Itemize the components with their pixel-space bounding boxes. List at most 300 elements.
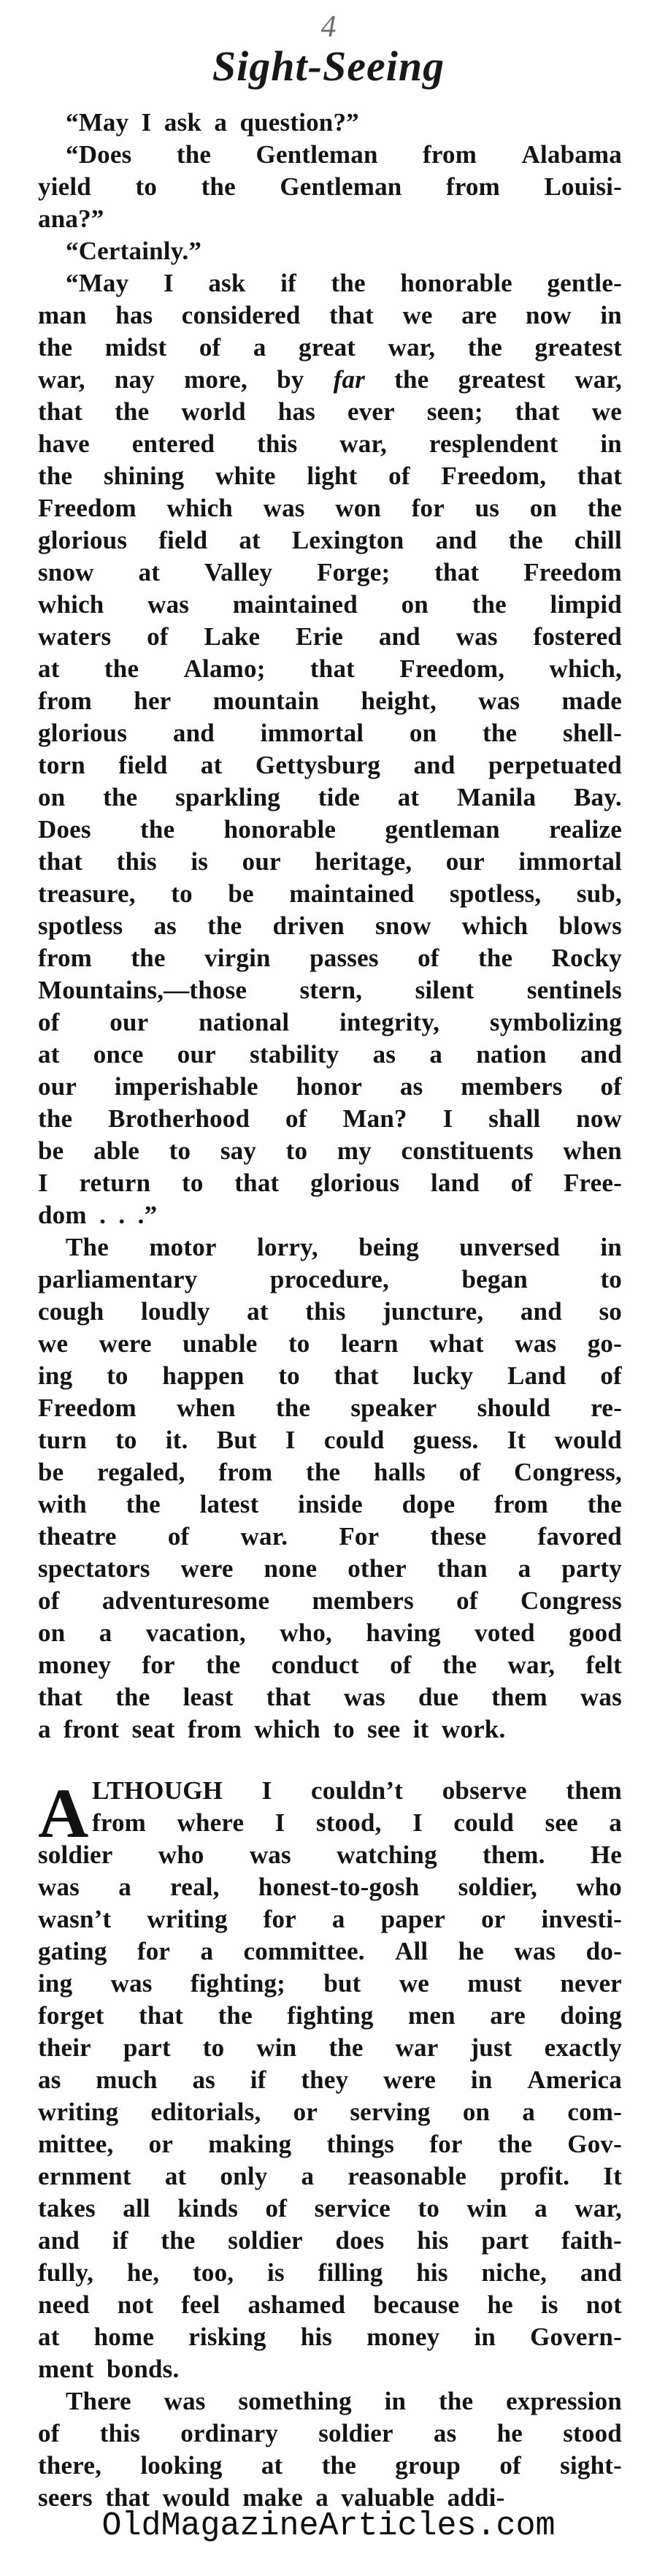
word: this	[257, 429, 298, 458]
word: shell-	[563, 719, 622, 747]
word: ordinary	[180, 2419, 279, 2447]
word: great	[299, 333, 356, 362]
word: on	[529, 494, 558, 522]
word: sub,	[576, 879, 622, 908]
word: a	[118, 1873, 131, 1901]
word: soldier,	[458, 1873, 537, 1901]
word: this	[305, 1297, 346, 1326]
word: I	[442, 1104, 453, 1133]
word: the	[508, 526, 543, 554]
word: must	[467, 1969, 523, 1998]
word: which	[461, 911, 529, 940]
word: all	[123, 2194, 150, 2223]
word: to	[135, 172, 158, 201]
word: return	[79, 1169, 151, 1197]
word: Gettysburg	[255, 751, 381, 779]
word: to	[600, 1265, 622, 1293]
word: risking	[188, 2323, 266, 2351]
word: a	[301, 2162, 315, 2190]
word: of	[499, 2451, 521, 2480]
word: at	[200, 751, 223, 779]
word: began	[461, 1265, 528, 1293]
word: good	[569, 1618, 622, 1647]
word: from	[494, 1490, 549, 1518]
paragraph	[38, 139, 622, 235]
word: stern,	[299, 976, 363, 1004]
word: treasure,	[38, 879, 136, 908]
text-line	[38, 1935, 622, 1968]
word: mittee,	[38, 2130, 114, 2158]
word: latest	[199, 1490, 259, 1518]
word: we	[591, 397, 622, 426]
word: America	[527, 2065, 622, 2094]
word: nay	[114, 365, 155, 394]
word: the	[38, 333, 73, 362]
text-line	[38, 2032, 622, 2064]
word: perpetuated	[488, 751, 622, 779]
word: he	[487, 2290, 513, 2319]
word: as	[372, 1040, 396, 1069]
word: on	[401, 590, 429, 619]
word: having	[366, 1618, 441, 1647]
word: we	[38, 1329, 69, 1358]
text-line: seers that would make a valuable addi-	[38, 2483, 505, 2512]
word: observe	[442, 1776, 527, 1805]
word: service	[314, 2194, 391, 2223]
word: maintained	[232, 590, 358, 619]
text-line	[38, 1103, 622, 1135]
word: men	[408, 2001, 456, 2030]
word: be	[38, 1136, 64, 1165]
word: the	[176, 140, 212, 169]
word: when	[177, 1394, 236, 1422]
word: for	[137, 1937, 171, 1965]
word: if	[250, 2065, 266, 2094]
word: which,	[549, 654, 622, 683]
word: the	[207, 911, 242, 940]
word: constituents	[401, 1136, 534, 1165]
word: that	[38, 397, 83, 426]
word: Free-	[563, 1169, 622, 1197]
word: our	[445, 847, 485, 876]
word: the	[306, 1458, 341, 1486]
text-line	[38, 1424, 622, 1456]
word: that	[577, 462, 622, 490]
word: ing	[38, 1361, 73, 1390]
word: is	[191, 847, 209, 876]
word: could	[323, 1426, 385, 1454]
word: Erie	[296, 622, 343, 651]
page-number: 4	[320, 10, 337, 44]
text-line	[38, 1585, 622, 1617]
word: Does	[38, 815, 91, 844]
text-line	[38, 2257, 622, 2289]
word: to	[182, 1169, 204, 1197]
word: is	[540, 2290, 558, 2319]
word: fighting;	[190, 1969, 286, 1998]
word: or	[293, 2098, 318, 2126]
word: ask	[208, 269, 246, 297]
word: There	[66, 2387, 131, 2415]
word: or	[148, 2130, 174, 2158]
text-line	[38, 1392, 622, 1424]
word: not	[117, 2290, 154, 2319]
word: profit.	[500, 2162, 570, 2190]
word: than	[437, 1554, 488, 1583]
word: as	[38, 2065, 61, 2094]
word: ever	[347, 397, 395, 426]
text-line	[38, 267, 622, 299]
text-line	[38, 846, 622, 878]
word: that	[266, 1683, 311, 1711]
word: Congress	[520, 1586, 622, 1615]
word: be	[38, 1458, 64, 1486]
word: guess.	[412, 1426, 479, 1454]
word: was	[343, 1683, 385, 1711]
word: yield	[38, 172, 91, 201]
word: from	[38, 944, 93, 972]
word: to	[278, 1361, 300, 1390]
word: halls	[373, 1458, 426, 1486]
word: was	[478, 687, 520, 715]
word: For	[339, 1522, 380, 1551]
word: to	[169, 1136, 191, 1165]
word: and	[378, 622, 420, 651]
word: juncture,	[383, 1297, 484, 1326]
text-line: “May I ask a question?”	[66, 108, 359, 137]
word: war,	[339, 429, 387, 458]
word: to	[288, 1329, 310, 1358]
word: All	[395, 1937, 429, 1965]
word: for	[263, 1905, 296, 1933]
word: procedure,	[269, 1265, 389, 1293]
word: parliamentary	[38, 1265, 198, 1293]
text-line	[38, 653, 622, 685]
word: mountain	[212, 687, 320, 715]
word: glorious	[38, 526, 128, 554]
word: gating	[38, 1937, 107, 1965]
word: home	[93, 2323, 155, 2351]
paragraph	[38, 2385, 622, 2514]
word: turn	[38, 1426, 87, 1454]
text-line	[38, 781, 622, 814]
word: Brotherhood	[108, 1104, 250, 1133]
word: the	[126, 1490, 161, 1518]
word: Alabama	[521, 140, 622, 169]
word: something	[238, 2387, 352, 2415]
word: of	[38, 2419, 60, 2447]
word: blows	[558, 911, 622, 940]
word: the	[467, 333, 502, 362]
word: nation	[476, 1040, 547, 1069]
word: a	[200, 1937, 214, 1965]
word: Freedom	[38, 494, 137, 522]
word: real,	[170, 1873, 220, 1901]
word: he,	[126, 2258, 160, 2287]
word: doing	[560, 2001, 622, 2030]
word: vacation,	[145, 1618, 246, 1647]
word: the	[131, 944, 166, 972]
word: faith-	[561, 2226, 622, 2255]
word: forget	[38, 2001, 104, 2030]
word: of	[388, 462, 410, 490]
word: speaker	[350, 1394, 437, 1422]
word: couldn’t	[311, 1776, 404, 1805]
word: was	[514, 1937, 556, 1965]
word: a	[331, 1905, 345, 1933]
word: Gentleman	[256, 140, 378, 169]
text-line	[38, 1231, 622, 1264]
word: Valley	[204, 558, 273, 586]
word: learn	[340, 1329, 399, 1358]
word: Alamo;	[183, 654, 266, 683]
text-line	[38, 974, 622, 1006]
text-line: ment bonds.	[38, 2355, 180, 2383]
paragraph	[38, 267, 622, 1231]
word: that	[434, 558, 480, 586]
word: which	[166, 494, 233, 522]
word: from	[38, 687, 93, 715]
word: But	[216, 1426, 257, 1454]
word: being	[358, 1233, 419, 1261]
word: Lexington	[291, 526, 404, 554]
word: Gov-	[567, 2130, 622, 2158]
word: Congress,	[513, 1458, 622, 1486]
word: spotless	[38, 911, 123, 940]
word: It	[603, 2162, 622, 2190]
word: never	[560, 1969, 622, 1998]
word: was	[38, 1873, 80, 1901]
word: won	[335, 494, 382, 522]
word: soldier	[38, 1841, 113, 1869]
word: made	[561, 687, 622, 715]
word: the	[38, 462, 73, 490]
word: in	[600, 301, 622, 329]
word: happen	[162, 1361, 245, 1390]
word: he	[458, 1937, 485, 1965]
word: Lake	[204, 622, 261, 651]
word: could	[453, 1808, 515, 1837]
word: it.	[165, 1426, 188, 1454]
word: members	[312, 1586, 414, 1615]
text-line	[38, 299, 622, 332]
word: them.	[483, 1841, 545, 1869]
word: war,	[575, 2194, 622, 2223]
word: sight-	[560, 2451, 622, 2480]
word: of	[38, 1008, 60, 1036]
word: of	[147, 622, 169, 651]
word: man	[38, 301, 87, 329]
word: the	[206, 1651, 241, 1679]
text-line	[38, 2450, 622, 2482]
text-line	[38, 2000, 622, 2032]
word: to	[115, 1426, 137, 1454]
word: stability	[250, 1040, 339, 1069]
word: for	[142, 1651, 175, 1679]
word: not	[585, 2290, 622, 2319]
word: that	[328, 301, 374, 329]
word: waters	[38, 622, 112, 651]
word: greatest	[534, 333, 622, 362]
word: field	[158, 526, 208, 554]
word: honorable	[223, 815, 337, 844]
word: filling	[318, 2258, 383, 2287]
word: Louisi-	[544, 172, 622, 201]
article-body	[38, 107, 622, 2514]
word: resplendent	[429, 429, 558, 458]
word: virgin	[204, 944, 271, 972]
word: limpid	[550, 590, 622, 619]
word: entered	[131, 429, 215, 458]
word: gentleman	[385, 815, 500, 844]
word: loudly	[141, 1297, 210, 1326]
word: the	[275, 1394, 311, 1422]
word: our	[110, 1008, 149, 1036]
word: com-	[567, 2098, 622, 2126]
word: seen;	[426, 397, 483, 426]
word: the	[478, 944, 513, 972]
text-line: a front seat from which to see it work.	[38, 1715, 506, 1743]
word: this	[99, 2419, 141, 2447]
word: national	[199, 1008, 290, 1036]
word: were	[383, 2065, 437, 2094]
word: their	[38, 2033, 91, 2062]
word: torn	[38, 751, 85, 779]
word: have	[38, 429, 90, 458]
word: which	[38, 590, 104, 619]
word: to	[171, 879, 193, 908]
word: Govern-	[530, 2323, 622, 2351]
word: now	[576, 1104, 622, 1133]
word: he	[496, 2419, 523, 2447]
word: heritage,	[315, 847, 412, 876]
word: win	[256, 2033, 297, 2062]
word: writing	[147, 1905, 228, 1933]
word: his	[300, 2323, 333, 2351]
text-line	[38, 1871, 622, 1903]
word: our	[38, 1072, 77, 1101]
word: land	[431, 1169, 480, 1197]
word: Gentleman	[280, 172, 402, 201]
word: was	[147, 590, 190, 619]
word: light	[307, 462, 358, 490]
word: of	[458, 1458, 481, 1486]
word: on	[38, 1618, 66, 1647]
word: inside	[298, 1490, 363, 1518]
word: these	[430, 1522, 487, 1551]
word: honorable	[400, 269, 512, 297]
word: the	[115, 1683, 150, 1711]
word: spectators	[38, 1554, 150, 1583]
word: from	[218, 1458, 273, 1486]
word: so	[599, 1297, 622, 1326]
text-line: ana?”	[38, 205, 104, 233]
word: because	[373, 2290, 460, 2319]
word: felt	[585, 1651, 622, 1679]
paragraph	[38, 107, 622, 139]
word: least	[182, 1683, 234, 1711]
word: war,	[507, 1651, 556, 1679]
word: part	[481, 2226, 529, 2255]
word: at	[38, 2323, 60, 2351]
text-line	[38, 1488, 622, 1521]
word: of	[199, 333, 221, 362]
word: of	[265, 2194, 288, 2223]
word: Freedom	[523, 558, 622, 586]
word: theatre	[38, 1522, 117, 1551]
word: was	[164, 2387, 206, 2415]
word: symbolizing	[489, 1008, 622, 1036]
text-line	[38, 2225, 622, 2257]
word: editorials,	[150, 2098, 261, 2126]
word: lucky	[412, 1361, 474, 1390]
word: exactly	[544, 2033, 622, 2062]
word: unable	[182, 1329, 258, 1358]
word: It	[507, 1426, 526, 1454]
word: driven	[272, 911, 345, 940]
word: what	[429, 1329, 484, 1358]
word: LTHOUGH	[92, 1776, 223, 1805]
word: our	[242, 847, 281, 876]
word: wasn’t	[38, 1905, 112, 1933]
word: silent	[415, 976, 474, 1004]
word: looking	[140, 2451, 223, 2480]
word: his	[417, 2226, 449, 2255]
text-line	[38, 878, 622, 910]
word: ing	[38, 1969, 73, 1998]
text-line	[38, 2160, 622, 2193]
word: at	[164, 2162, 187, 2190]
word: who,	[280, 1618, 332, 1647]
word: go-	[587, 1329, 622, 1358]
word: was	[580, 1683, 622, 1711]
word: ashamed	[247, 2290, 346, 2319]
word: as	[399, 1072, 423, 1101]
word: soldier	[318, 2419, 393, 2447]
word: committee.	[243, 1937, 365, 1965]
word: chill	[574, 526, 622, 554]
word: in	[474, 2323, 496, 2351]
text-line	[38, 492, 622, 524]
word: would	[554, 1426, 622, 1454]
word: are	[461, 301, 497, 329]
word: of	[510, 1169, 533, 1197]
word: “Does	[66, 140, 132, 169]
word: Mountains,—those	[38, 976, 247, 1004]
word: at	[261, 2451, 283, 2480]
word: spotless,	[450, 879, 542, 908]
word: tide	[318, 783, 360, 811]
word: there,	[38, 2451, 102, 2480]
word: on	[38, 783, 66, 811]
text-line	[38, 524, 622, 557]
word: the	[587, 494, 622, 522]
word: on	[462, 2098, 491, 2126]
word: “May	[66, 269, 129, 297]
word: fostered	[533, 622, 622, 651]
text-line: dom . . .”	[38, 1201, 158, 1229]
word: The	[66, 1233, 109, 1261]
word: the	[328, 2033, 364, 2062]
word: now	[526, 301, 572, 329]
word: them	[491, 1683, 548, 1711]
word: members	[461, 1072, 563, 1101]
word: fully,	[38, 2258, 94, 2287]
word: party	[561, 1554, 622, 1583]
word: favored	[537, 1522, 622, 1551]
word: more,	[184, 365, 247, 394]
word: was	[456, 622, 498, 651]
